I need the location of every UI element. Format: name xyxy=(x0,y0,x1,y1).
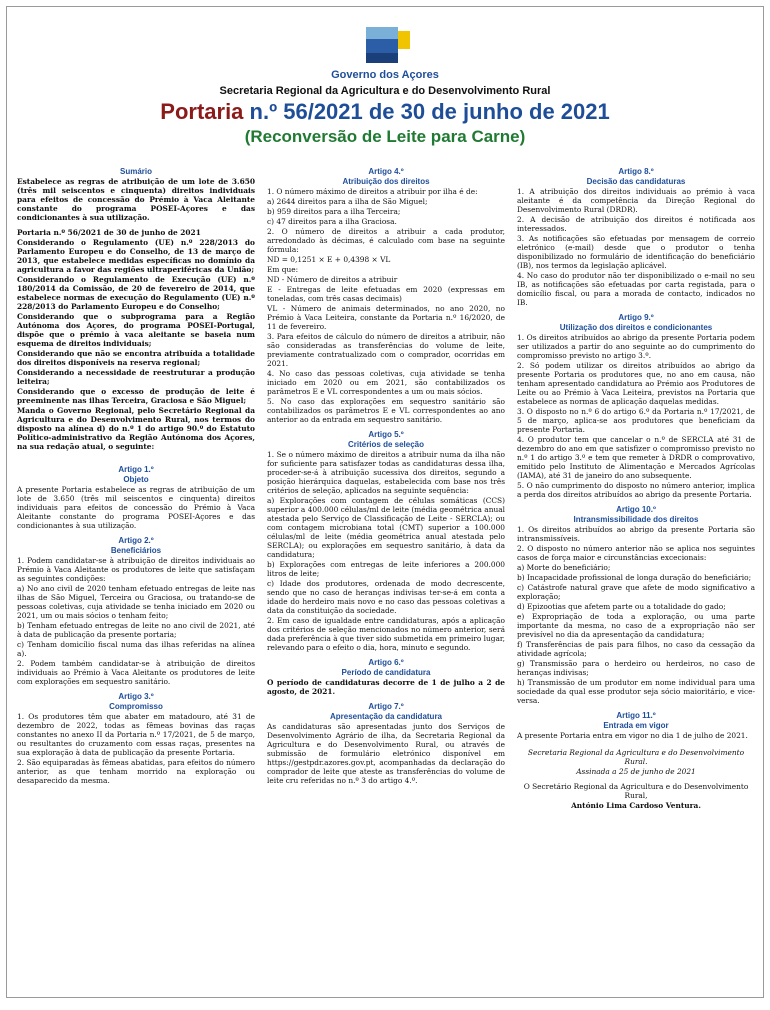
article-paragraph: 1. Os direitos atribuídos ao abrigo da presente Portaria são intransmissíveis. xyxy=(517,525,755,543)
article-paragraph: c) Idade dos produtores, ordenada de modo decrescente, sendo que no caso de heranças indivisas ter-se-á em conta a idade do herdeiro mais novo e no caso das pessoas coletivas a data da constituição da sociedade. xyxy=(267,579,505,615)
article-paragraph: 2. O número de direitos a atribuir a cada produtor, arredondado às décimas, é calculado com base na seguinte fórmula: xyxy=(267,227,505,254)
article-paragraph: ND - Número de direitos a atribuir xyxy=(267,275,398,284)
signatory-role: O Secretário Regional da Agricultura e do Desenvolvimento Rural, xyxy=(523,782,749,800)
column-2 xyxy=(267,167,505,786)
article-paragraph: 4. No caso do produtor não ter disponibilizado o e-mail no seu IB, as notificações são efetuadas por carta registada, para o domicílio fiscal, ou para a morada de contacto, indicados no IB. xyxy=(517,271,755,307)
article-paragraph: 2. O disposto no número anterior não se aplica nos seguintes casos de força maior e circunstâncias excecionais: xyxy=(517,544,755,562)
article-title: Beneficiários xyxy=(110,546,162,555)
article-1-heading xyxy=(17,465,255,485)
article-paragraph: a) No ano civil de 2020 tenham efetuado entregas de leite nas ilhas de São Miguel, Terceira ou Graciosa, ou tratando-se de pessoas coletivas, cuja atividade se tenha iniciado em 2020 ou 2021, um ou mais sócios o tenham feito; xyxy=(17,584,255,620)
article-paragraph: 1. Os direitos atribuídos ao abrigo da presente Portaria podem ser utilizados a partir do ano seguinte ao do cumprimento do compromisso previsto no artigo 3.º. xyxy=(517,333,755,360)
article-paragraph: h) Transmissão de um produtor em nome individual para uma sociedade da qual esse produtor seja sócio maioritário, e vice-versa. xyxy=(517,678,755,705)
article-7-heading xyxy=(267,702,505,722)
article-paragraph: 3. O disposto no n.º 6 do artigo 6.º da Portaria n.º 17/2021, de 5 de março, aplica-se aos produtores que beneficiam da presente Portaria. xyxy=(517,407,755,434)
preamble-paragraph: Considerando que não se encontra atribuída a totalidade dos direitos disponíveis na reserva regional; xyxy=(17,349,255,367)
article-6-heading xyxy=(267,658,505,678)
government-logo xyxy=(366,27,414,65)
article-paragraph: A presente Portaria estabelece as regras de atribuição de um lote de 3.650 (três mil seiscentos e cinquenta) direitos individuais para efeitos de concessão do Prémio à Vaca Aleitante constante do programa POSEI-Açores e das condicionantes à sua utilização. xyxy=(17,485,255,530)
preamble-paragraph: Considerando que o excesso de produção de leite é preeminente nas ilhas Terceira, Graciosa e São Miguel; xyxy=(17,387,255,405)
article-8-heading xyxy=(517,167,755,187)
article-title: Utilização dos direitos e condicionantes xyxy=(559,323,713,332)
article-paragraph: 2. Podem também candidatar-se à atribuição de direitos individuais ao Prémio à Vaca Aleitante os produtores de leite com explorações em sequestro sanitário. xyxy=(17,659,255,686)
preamble-paragraph: Considerando o Regulamento (UE) n.º 228/2013 do Parlamento Europeu e do Conselho, de 13 de março de 2013, que estabelece medidas específicas no domínio da agricultura a favor das regiões ultraperiféricas da União; xyxy=(17,238,255,274)
article-paragraph: O período de candidaturas decorre de 1 de julho a 2 de agosto, de 2021. xyxy=(267,678,505,696)
article-9-heading xyxy=(517,313,755,333)
article-5-heading xyxy=(267,430,505,450)
article-10-heading xyxy=(517,505,755,525)
article-number: Artigo 4.º xyxy=(368,167,404,176)
article-paragraph: b) 959 direitos para a ilha Terceira; xyxy=(267,207,401,216)
formula: ND = 0,1251 × E + 0,4398 × VL xyxy=(267,255,391,264)
article-title: Intransmissibilidade dos direitos xyxy=(573,515,699,524)
article-paragraph: 3. As notificações são efetuadas por mensagem de correio eletrónico (e-mail) desde que o produtor o tenha disponibilizado no formulário de identificação do beneficiário (IB), nos termos da legislação aplicável. xyxy=(517,234,755,270)
article-title: Objeto xyxy=(123,475,149,484)
article-title: Decisão das candidaturas xyxy=(586,177,686,186)
article-paragraph: a) Morte do beneficiário; xyxy=(517,563,611,572)
column-3 xyxy=(517,167,755,811)
article-paragraph: 1. Os produtores têm que abater em matadouro, até 31 de dezembro de 2022, todas as fêmeas bovinas das raças constantes no anexo II da Portaria n.º 17/2021, de 5 de março, ou resultantes do cruzamento com essas raças, presentes na sua exploração à data de publicação da presente Portaria. xyxy=(17,712,255,757)
article-paragraph: c) Tenham domicílio fiscal numa das ilhas referidas na alínea a). xyxy=(17,640,255,658)
document-page xyxy=(6,6,764,998)
article-paragraph: 1. Podem candidatar-se à atribuição de direitos individuais ao Prémio à Vaca Aleitante os produtores de leite que satisfaçam as seguintes condições: xyxy=(17,556,255,583)
article-paragraph: e) Expropriação de toda a exploração, ou uma parte importante da mesma, no caso de a expropriação não ser previsível no dia da apresentação da candidatura; xyxy=(517,612,755,639)
title-word: Portaria xyxy=(160,99,244,124)
article-paragraph: a) 2644 direitos para a ilha de São Miguel; xyxy=(267,197,428,206)
document-title xyxy=(7,99,763,125)
article-paragraph: 4. O produtor tem que cancelar o n.º de SERCLA até 31 de dezembro do ano em que satisfizer o compromisso previsto no n.º 1 do artigo 3.º e tem que remeter à DRDR o comprovativo, emitido pelo Instituto de Alimentação e Mercados Agrícolas (IAMA), até 31 de janeiro do ano subsequente. xyxy=(517,435,755,480)
article-paragraph: b) Incapacidade profissional de longa duração do beneficiário; xyxy=(517,573,752,582)
sumario-text: Estabelece as regras de atribuição de um lote de 3.650 (três mil seiscentos e cinquenta) direitos individuais para efeitos de concessão do Prémio à Vaca Aleitante constante do programa POSEI-Açores e das condicionantes à sua utilização. xyxy=(17,177,255,222)
article-paragraph: 1. A atribuição dos direitos individuais ao prémio à vaca aleitante é da competência da Direção Regional do Desenvolvimento Rural (DRDR). xyxy=(517,187,755,214)
article-number: Artigo 3.º xyxy=(118,692,154,701)
signature-date: Assinada a 25 de junho de 2021 xyxy=(576,767,696,776)
article-paragraph: 2. São equiparadas às fêmeas abatidas, para efeitos do número anterior, as que tenham morrido na exploração ou desaparecido da mesma. xyxy=(17,758,255,785)
article-paragraph: c) 47 direitos para a ilha Graciosa. xyxy=(267,217,397,226)
article-paragraph: Em que: xyxy=(267,265,299,274)
article-number: Artigo 6.º xyxy=(368,658,404,667)
signatory-name: António Lima Cardoso Ventura. xyxy=(571,801,701,810)
article-4-heading xyxy=(267,167,505,187)
preamble-paragraph: Manda o Governo Regional, pelo Secretário Regional da Agricultura e do Desenvolvimento Rural, nos termos do disposto na alínea d) do n.º 1 do artigo 90.º do Estatuto Político-administrativo da Região Autónoma dos Açores, na sua redação atual, o seguinte: xyxy=(17,406,255,451)
article-paragraph: 1. Se o número máximo de direitos a atribuir numa da ilha não for suficiente para satisfazer todas as candidaturas dessa ilha, proceder-se-á à atribuição sucessiva dos direitos, segundo a posição hierárquica daquelas, estabelecida com base nos três critérios de seleção, aplicados na seguinte sequência: xyxy=(267,450,505,495)
article-paragraph: As candidaturas são apresentadas junto dos Serviços de Desenvolvimento Agrário de ilha, da Secretaria Regional da Agricultura e do Desenvolvimento Rural, ou através de submissão de formulário eletrónico disponível em https://gestpdr.azores.gov.pt, acompanhadas da declaração do comprador de leite que ateste as transferências do volume de leite cru referidas no n.º 3 do artigo 4.º. xyxy=(267,722,505,785)
title-number-date: n.º 56/2021 de 30 de junho de 2021 xyxy=(243,99,610,124)
article-paragraph: b) Tenham efetuado entregas de leite no ano civil de 2021, até à data de publicação da presente portaria; xyxy=(17,621,255,639)
article-paragraph: f) Transferências de pais para filhos, no caso da cessação da atividade agrícola; xyxy=(517,640,755,658)
article-number: Artigo 8.º xyxy=(618,167,654,176)
article-paragraph: A presente Portaria entra em vigor no dia 1 de julho de 2021. xyxy=(517,731,748,740)
article-11-heading xyxy=(517,711,755,731)
article-number: Artigo 1.º xyxy=(118,465,154,474)
article-title: Critérios de seleção xyxy=(347,440,425,449)
sumario-heading: Sumário xyxy=(119,167,152,176)
article-title: Atribuição dos direitos xyxy=(342,177,430,186)
article-paragraph: 3. Para efeitos de cálculo do número de direitos a atribuir, não são consideradas as transferências do volume de leite, previamente contratualizado com o comprador, ocorridas em 2021. xyxy=(267,332,505,368)
article-title: Entrada em vigor xyxy=(603,721,669,730)
preamble-paragraph: Considerando a necessidade de reestruturar a produção leiteira; xyxy=(17,368,255,386)
government-name: Governo dos Açores xyxy=(331,69,439,81)
article-paragraph: 4. No caso das pessoas coletivas, cuja atividade se tenha iniciado em 2020 ou em 2021, são contabilizados os parâmetros E e VL correspondentes a um ou mais sócios. xyxy=(267,369,505,396)
article-paragraph: d) Epizootias que afetem parte ou a totalidade do gado; xyxy=(517,602,726,611)
signature-place: Secretaria Regional da Agricultura e do Desenvolvimento Rural. xyxy=(527,748,745,766)
article-2-heading xyxy=(17,536,255,556)
article-number: Artigo 11.º xyxy=(616,711,656,720)
preamble-paragraph: Considerando o Regulamento de Execução (UE) n.º 180/2014 da Comissão, de 20 de fevereiro de 2014, que estabelece normas de execução do Regulamento (UE) n.º 228/2013 do Parlamento Europeu e do Conselho; xyxy=(17,275,255,311)
article-paragraph: 5. O não cumprimento do disposto no número anterior, implica a perda dos direitos atribuídos ao abrigo da presente Portaria. xyxy=(517,481,755,499)
article-number: Artigo 7.º xyxy=(368,702,404,711)
article-number: Artigo 2.º xyxy=(118,536,154,545)
article-3-heading xyxy=(17,692,255,712)
article-paragraph: 5. No caso das explorações em sequestro sanitário são contabilizados os parâmetros E e VL correspondentes ao ano anterior ao da entrada em sequestro sanitário. xyxy=(267,397,505,424)
article-paragraph: 2. A decisão de atribuição dos direitos é notificada aos interessados. xyxy=(517,215,755,233)
secretaria-name: Secretaria Regional da Agricultura e do Desenvolvimento Rural xyxy=(219,85,551,97)
article-paragraph: VL - Número de animais determinados, no ano 2020, no Prémio à Vaca Leiteira, constante da Portaria n.º 16/2020, de 11 de fevereiro. xyxy=(267,304,505,331)
article-paragraph: 2. Em caso de igualdade entre candidaturas, após a aplicação dos critérios de seleção mencionados no número anterior, será dada preferência à que tiver sido submetida em primeiro lugar, relevando para o efeito o dia, hora, minuto e segundo. xyxy=(267,616,505,652)
article-paragraph: b) Explorações com entregas de leite inferiores a 200.000 litros de leite; xyxy=(267,560,505,578)
document-subtitle: (Reconversão de Leite para Carne) xyxy=(244,127,526,146)
preamble-title: Portaria n.º 56/2021 de 30 de junho de 2021 xyxy=(17,228,201,237)
article-paragraph: a) Explorações com contagem de células somáticas (CCS) superior a 400.000 células/ml de leite (média geométrica anual atestada pelo Serviço de Classificação de Leite - SERCLA); ou com contagem microbiana total (CMT) superior a 100.000 células/ml de leite (média geométrica anual atestada pelo SERCLA); ou explorações em sequestro sanitário, à data da candidatura; xyxy=(267,496,505,559)
preamble-paragraph: Considerando que o subprograma para a Região Autónoma dos Açores, do programa POSEI-Portugal, dispõe que o prémio à vaca aleitante se baseia num esquema de direitos individuais; xyxy=(17,312,255,348)
article-number: Artigo 5.º xyxy=(368,430,404,439)
article-title: Período de candidatura xyxy=(341,668,431,677)
article-paragraph: 1. O número máximo de direitos a atribuir por ilha é de: xyxy=(267,187,478,196)
article-paragraph: E - Entregas de leite efetuadas em 2020 (expressas em toneladas, com três casas decimais) xyxy=(267,285,505,303)
article-paragraph: g) Transmissão para o herdeiro ou herdeiros, no caso de heranças indivisas; xyxy=(517,659,755,677)
article-number: Artigo 10.º xyxy=(616,505,656,514)
article-paragraph: c) Catástrofe natural grave que afete de modo significativo a exploração; xyxy=(517,583,755,601)
article-number: Artigo 9.º xyxy=(618,313,654,322)
article-title: Compromisso xyxy=(109,702,163,711)
article-title: Apresentação da candidatura xyxy=(329,712,443,721)
article-paragraph: 2. Só podem utilizar os direitos atribuídos ao abrigo da presente Portaria os produtores que, no ano em causa, não tenham apresentado candidatura ao Prémio aos Produtores de Leite ou ao Prémio à Vaca Leiteira, previstos na Portaria que estabelece as normas de aplicação daquelas medidas. xyxy=(517,361,755,406)
column-1 xyxy=(17,167,255,786)
